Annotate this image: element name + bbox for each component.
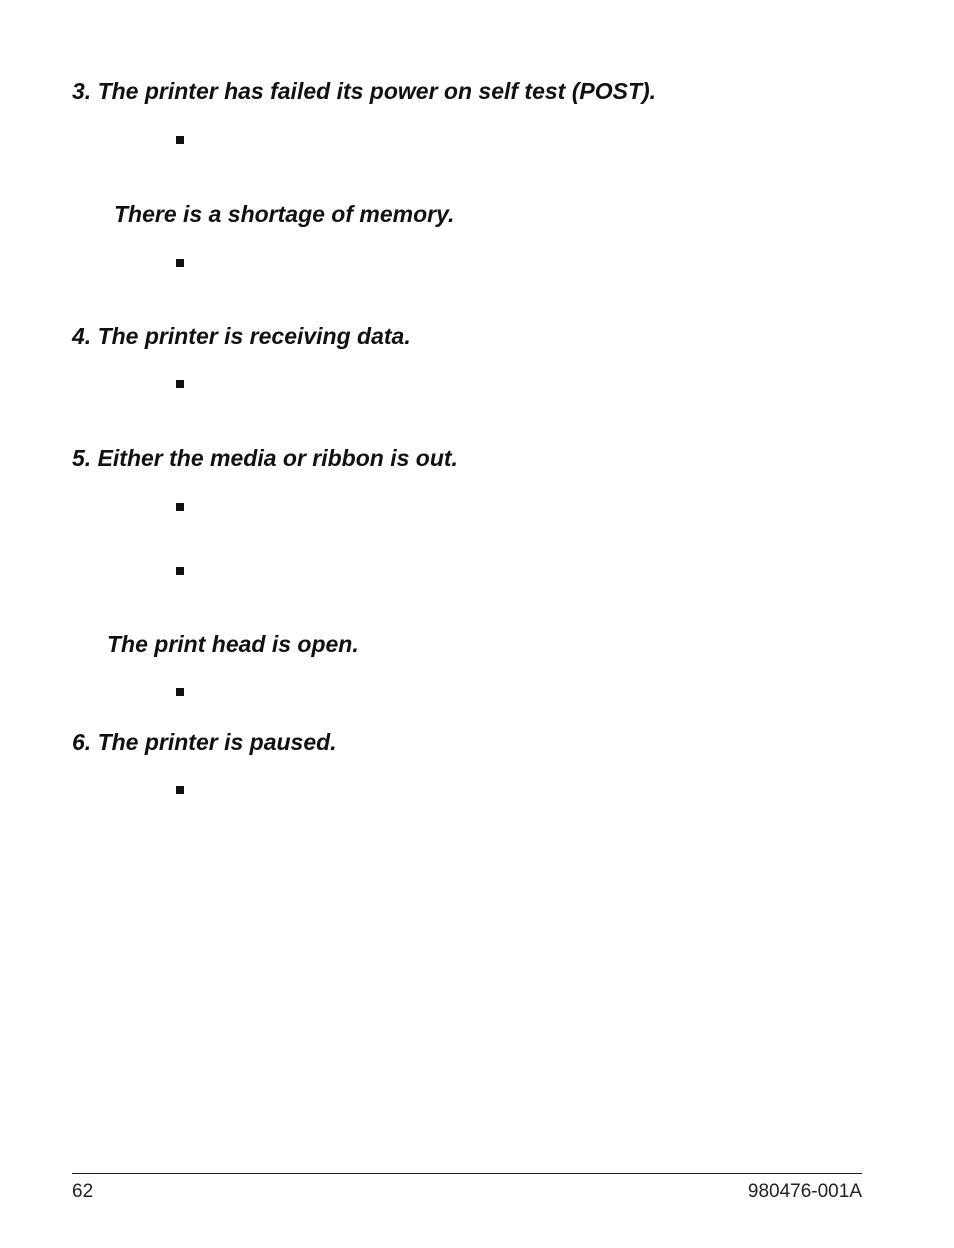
bullet-marker [176, 503, 184, 511]
section-heading-print-head-open: The print head is open. [107, 631, 359, 657]
section-heading-memory-shortage: There is a shortage of memory. [114, 201, 455, 227]
bullet-marker [176, 567, 184, 575]
section-heading-receiving-data: 4. The printer is receiving data. [72, 323, 411, 349]
bullet-marker [176, 259, 184, 267]
document-id: 980476-001A [747, 1181, 862, 1202]
section-heading-post-failure: 3. The printer has failed its power on self test (POST). [72, 78, 657, 104]
bullet-marker [176, 380, 184, 388]
bullet-marker [176, 688, 184, 696]
section-heading-printer-paused: 6. The printer is paused. [72, 729, 337, 755]
bullet-marker [176, 136, 184, 144]
page-number: 62 [72, 1181, 94, 1202]
footer-divider [72, 1173, 862, 1174]
bullet-marker [176, 786, 184, 794]
section-heading-media-ribbon-out: 5. Either the media or ribbon is out. [72, 445, 458, 471]
